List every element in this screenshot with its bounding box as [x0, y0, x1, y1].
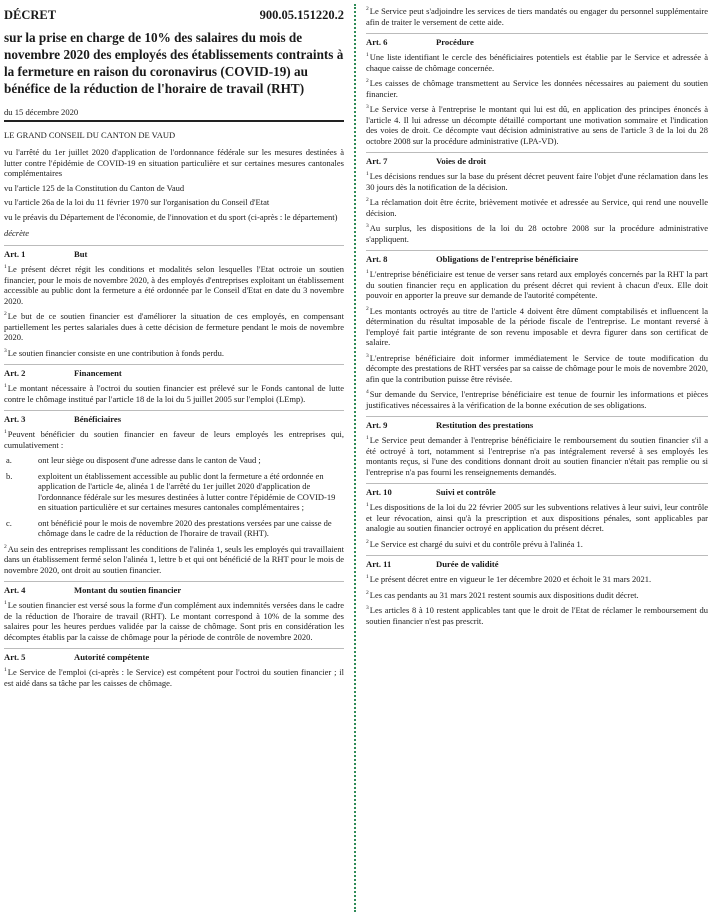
document-title: sur la prise en charge de 10% des salaires du mois de novembre 2020 des employés des établissements contraints à la fermeture en raison du coronavirus (COVID-19) au bénéfice de la réduction de l'horaire de travail (RHT) — [4, 30, 344, 96]
article-2-heading — [4, 364, 344, 378]
article-6-para-1: $^1$Une liste identifiant le cercle des bénéficiaires potentiels est établie par le Service et adressée à chaque caisse de chômage concernée. — [366, 52, 708, 73]
document-type: DÉCRET — [4, 8, 57, 22]
article-11-para-3: $^3$Les articles 8 à 10 restent applicables tant que le droit de l'Etat de réclamer le remboursement du soutien financier n'est pas prescrit. — [366, 605, 708, 626]
article-title: Bénéficiaires — [74, 414, 122, 424]
right-column — [366, 6, 708, 631]
article-number: Art. 7 — [366, 156, 388, 166]
article-number: Art. 2 — [4, 368, 26, 378]
title-rule — [4, 120, 344, 122]
article-title: Obligations de l'entreprise bénéficiaire — [436, 254, 579, 264]
article-5-heading — [4, 648, 344, 662]
list-text: exploitent un établissement accessible au public dont la fermeture a été ordonnée en application de l'article 4e, alinéa 1 de l'arrêté du 1er juillet 2020 d'application de l'ordonnance fédérale sur les mesures destinées à lutter contre l'épidémie de COVID-19 en situation particulière et sur certaines mesures cantonales complémentaires ; — [38, 470, 336, 512]
list-letter: a. — [6, 455, 12, 465]
article-8-para-2: $^2$Les montants octroyés au titre de l'article 4 doivent être dûment comptabilisés et influencent la détermination du résultat imposable de la période fiscale de l'entreprise. Le montant reversé à l'employé fait partie intégrante de son revenu imposable et devra figurer dans son certificat de salaire. — [366, 305, 708, 347]
article-5-para-2: $^2$Le Service peut s'adjoindre les services de tiers mandatés ou engager du personnel supplémentaire afin de traiter le versement de cette aide. — [366, 6, 708, 27]
article-10-heading — [366, 483, 708, 497]
column-divider — [354, 4, 356, 912]
article-8-para-4: $^4$Sur demande du Service, l'entreprise bénéficiaire est tenue de fournir les informations et pièces justificatives nécessaires à la vérification de la bonne exécution de ses obligations. — [366, 389, 708, 410]
article-7-para-1: $^1$Les décisions rendues sur la base du présent décret peuvent faire l'objet d'une réclamation dans les 30 jours dès la notification de la décision. — [366, 171, 708, 192]
article-10-para-2: $^2$Le Service est chargé du suivi et du contrôle prévu à l'alinéa 1. — [366, 538, 583, 549]
article-title: Financement — [74, 368, 122, 378]
article-title: Procédure — [436, 37, 474, 47]
article-number: Art. 9 — [366, 420, 388, 430]
article-number: Art. 6 — [366, 37, 388, 47]
list-text: ont leur siège ou disposent d'une adresse dans le canton de Vaud ; — [38, 455, 261, 465]
article-number: Art. 3 — [4, 414, 26, 424]
article-1-para-2: $^2$Le but de ce soutien financier est d'améliorer la situation de ces employés, en compensant partiellement les pertes salariales dues à cette décision de fermeture pendant le mois de novembre 2020. — [4, 311, 344, 342]
article-6-para-3: $^3$Le Service verse à l'entreprise le montant qui lui est dû, en application des principes énoncés à l'article 4. Il lui adresse un décompte détaillé comportant une motivation sommaire et l'indication des voies de droit. Ce décompte vaut décision administrative au sens de l'article 3 de la loi du 28 octobre 2008 sur la procédure administrative (LPA-VD). — [366, 104, 708, 146]
decrete-label: décrète — [4, 228, 30, 238]
article-title: But — [74, 249, 88, 259]
document-header — [4, 8, 344, 23]
article-3-heading — [4, 410, 344, 424]
article-1-para-3: $^3$Le soutien financier consiste en une contribution à fonds perdu. — [4, 347, 224, 358]
article-2-para-1: $^1$Le montant nécessaire à l'octroi du soutien financier est prélevé sur le Fonds cantonal de lutte contre le chômage institué par l'article 18 de la loi du 5 juillet 2005 sur l'emploi (LEmp). — [4, 383, 344, 404]
article-3-para-1: $^1$Peuvent bénéficier du soutien financier en faveur de leurs employés les entreprises qui, cumulativement : — [4, 429, 344, 450]
article-7-para-3: $^3$Au surplus, les dispositions de la loi du 28 octobre 2008 sur la procédure administrative s'appliquent. — [366, 223, 708, 244]
article-title: Voies de droit — [436, 156, 487, 166]
article-number: Art. 5 — [4, 652, 26, 662]
article-10-para-1: $^1$Les dispositions de la loi du 22 février 2005 sur les subventions relatives à leur suivi, leur contrôle et leur révocation, ainsi qu'à la prescription et aux dispositions pénales, sont applicables par analogie au soutien financier octroyé en application du présent décret. — [366, 502, 708, 533]
preamble-4: vu le préavis du Département de l'économie, de l'innovation et du sport (ci-après : le département) — [4, 211, 338, 222]
article-title: Montant du soutien financier — [74, 585, 182, 595]
article-title: Restitution des prestations — [436, 420, 534, 430]
article-title: Durée de validité — [436, 559, 499, 569]
list-item — [4, 455, 344, 466]
list-text: ont bénéficié pour le mois de novembre 2020 des prestations versées par une caisse de chômage dans le cadre de la réduction de l'horaire de travail (RHT). — [38, 517, 332, 538]
article-9-heading — [366, 416, 708, 430]
list-item — [4, 471, 344, 513]
article-number: Art. 10 — [366, 487, 392, 497]
article-title: Autorité compétente — [74, 652, 150, 662]
article-3-para-2: $^2$Au sein des entreprises remplissant les conditions de l'alinéa 1, seuls les employés qui travaillaient dans un établissement fermé selon l'alinéa 1, lettre b et qui ont bénéficié de la RHT pour le mois de novembre 2020, ont droit au soutien financier. — [4, 543, 344, 575]
article-6-heading — [366, 33, 708, 47]
article-number: Art. 1 — [4, 249, 26, 259]
article-number: Art. 8 — [366, 254, 388, 264]
article-4-para-1: $^1$Le soutien financier est versé sous la forme d'un complément aux indemnités versées dans le cadre de la réduction de l'horaire de travail (RHT). Le montant correspond à 10% de la somme des salaires pour les heures perdues validée par la caisse de chômage. Sont pris en considération les décomptes établis par la caisse de chômage pour la période de contrôle de novembre 2020. — [4, 600, 344, 642]
article-8-heading — [366, 250, 708, 264]
left-column — [4, 6, 344, 693]
article-8-para-1: $^1$L'entreprise bénéficiaire est tenue de verser sans retard aux employés concernés par la RHT la part du soutien financier reçu en application du présent décret qui revient à chacun d'eux. Elle doit pouvoir en apporter la preuve sur demande de l'autorité compétente. — [366, 269, 708, 300]
article-8-para-3: $^3$L'entreprise bénéficiaire doit informer immédiatement le Service de toute modification du décompte des prestations de RHT versées par sa caisse de chômage pour le mois de novembre 2020, afin que la contribution puisse être révisée. — [366, 352, 708, 384]
article-number: Art. 4 — [4, 585, 26, 595]
list-letter: b. — [6, 470, 13, 481]
article-6-para-2: $^2$Les caisses de chômage transmettent au Service les données nécessaires au paiement du soutien financier. — [366, 78, 708, 99]
article-1-heading — [4, 245, 344, 259]
article-7-heading — [366, 152, 708, 166]
list-letter: c. — [6, 517, 12, 528]
article-1-para-1: $^1$Le présent décret régit les conditions et modalités selon lesquelles l'Etat octroie un soutien financier, pour le mois de novembre 2020, à des employés d'entreprises exploitant un établissement accessible au public dont la fermeture a été ordonnée par le Conseil d'Etat en date du 3 novembre 2020. — [4, 264, 344, 306]
preamble-3: vu l'article 26a de la loi du 11 février 1970 sur l'organisation du Conseil d'Etat — [4, 197, 270, 207]
council-name: LE GRAND CONSEIL DU CANTON DE VAUD — [4, 130, 176, 140]
list-item — [4, 518, 344, 539]
article-7-para-2: $^2$La réclamation doit être écrite, brièvement motivée et adressée au Service, qui rend une nouvelle décision. — [366, 197, 708, 218]
article-4-heading — [4, 581, 344, 595]
preamble-1: vu l'arrêté du 1er juillet 2020 d'application de l'ordonnance fédérale sur les mesures destinées à lutter contre l'épidémie de COVID-19 en situation particulière et sur certaines mesures cantonales complémentaires — [4, 147, 344, 178]
article-title: Suivi et contrôle — [436, 487, 496, 497]
article-5-para-1: $^1$Le Service de l'emploi (ci-après : le Service) est compétent pour l'octroi du soutien financier ; il est aidé dans sa tâche par les caisses de chômage. — [4, 667, 344, 688]
article-11-para-1: $^1$Le présent décret entre en vigueur le 1er décembre 2020 et échoit le 31 mars 2021. — [366, 574, 652, 584]
article-11-heading — [366, 555, 708, 569]
document-date: du 15 décembre 2020 — [4, 107, 79, 117]
preamble-2: vu l'article 125 de la Constitution du Canton de Vaud — [4, 182, 185, 193]
article-11-para-2: $^2$Les cas pendants au 31 mars 2021 restent soumis aux dispositions dudit décret. — [366, 589, 639, 600]
article-9-para-1: $^1$Le Service peut demander à l'entreprise bénéficiaire le remboursement du soutien financier s'il a été octroyé à tort, notamment si l'entreprise n'a pas intégralement reversé à ses employés les montants reçus, si l'une des conditions donnant droit au soutien financier n'était pas remplie ou si l'entreprise n'a pas fourni les renseignements demandés. — [366, 435, 708, 477]
article-number: Art. 11 — [366, 559, 392, 569]
document-number: 900.05.151220.2 — [259, 8, 344, 22]
